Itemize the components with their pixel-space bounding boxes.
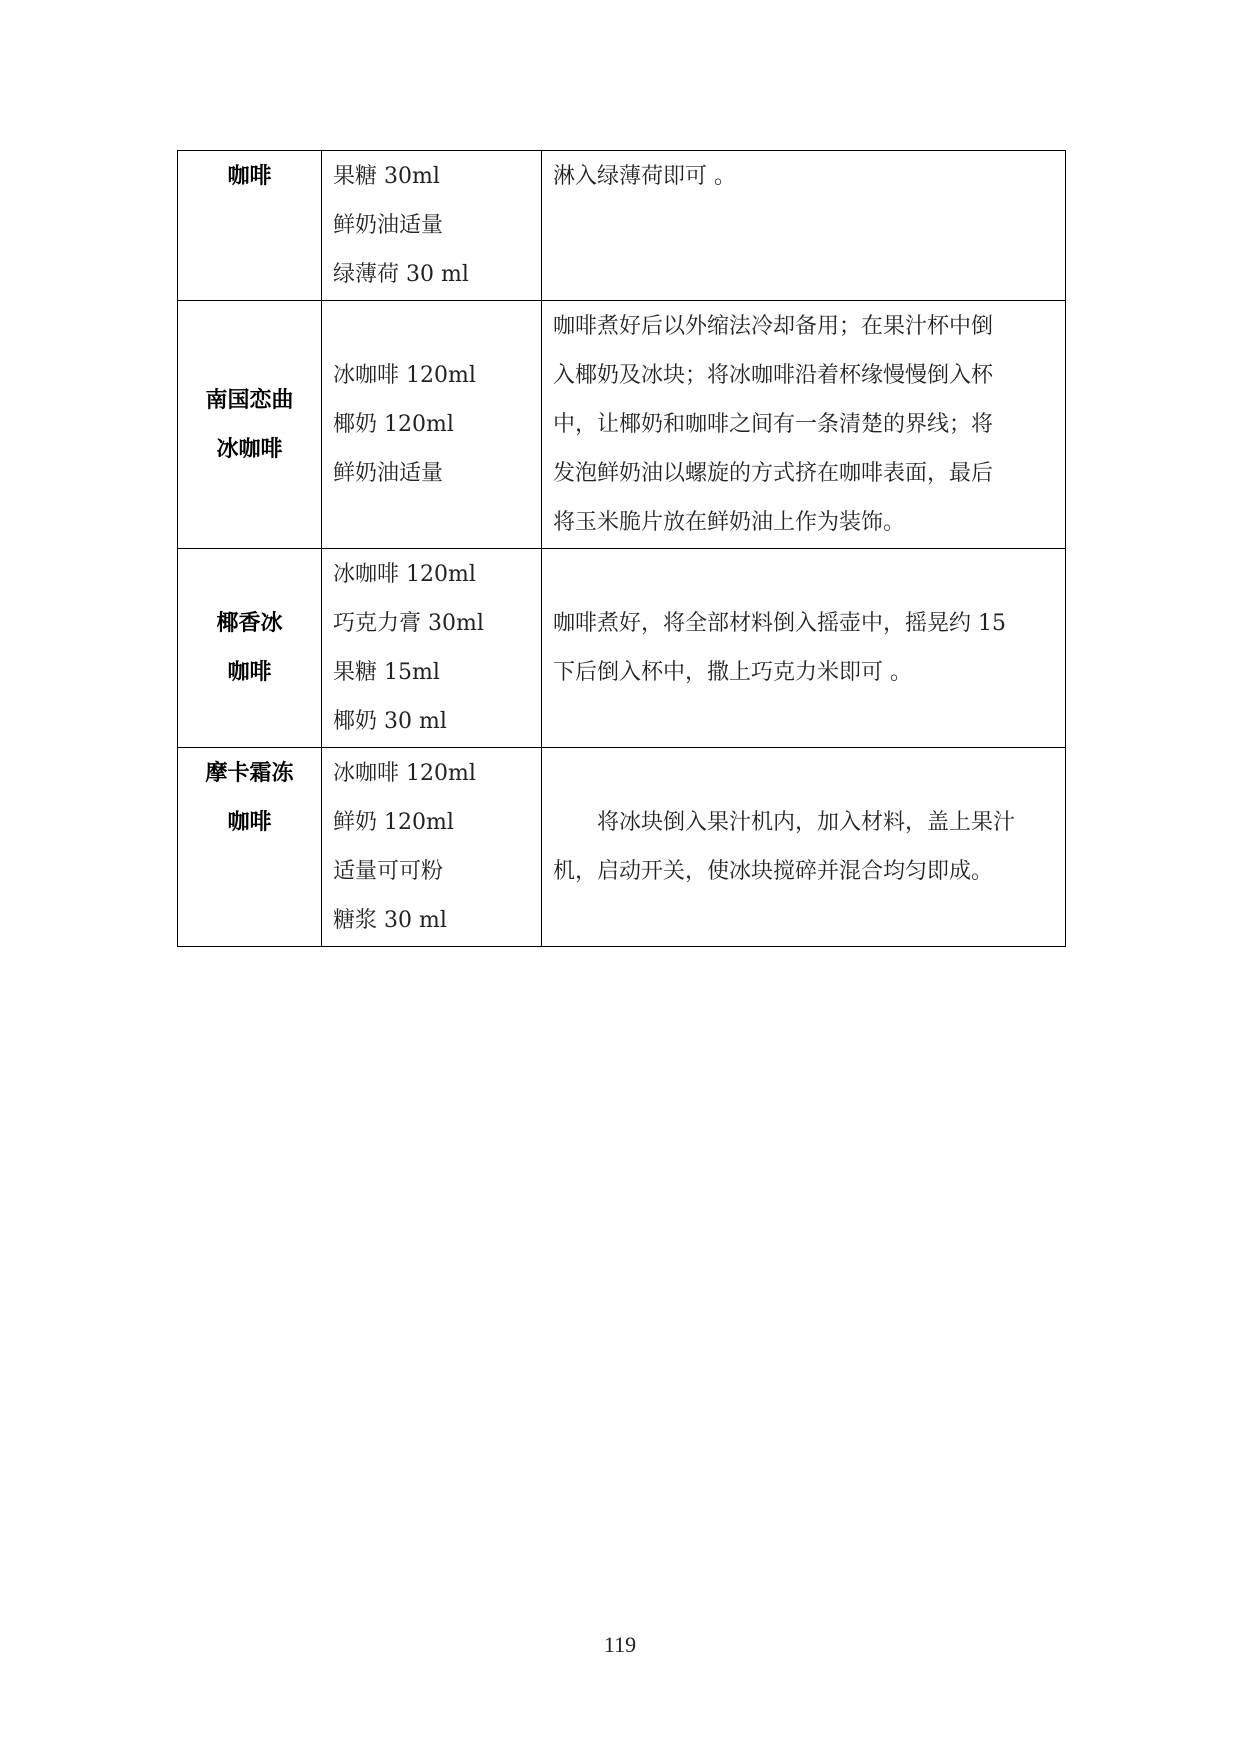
drink-name: 冰咖啡: [216, 435, 283, 462]
drink-name: 咖啡: [227, 809, 272, 835]
ingredient: 冰咖啡 120ml: [333, 363, 476, 388]
ingredient: 糖浆 30 ml: [333, 908, 447, 933]
method-text: 入椰奶及冰块；将冰咖啡沿着杯缘慢慢倒入杯: [553, 363, 994, 388]
drink-name: 椰香冰: [216, 610, 283, 636]
method-text: 发泡鲜奶油以螺旋的方式挤在咖啡表面，最后: [553, 461, 994, 486]
method-text: 将冰块倒入果汁机内，加入材料，盖上果汁: [597, 810, 1016, 835]
ingredient: 冰咖啡 120ml: [333, 562, 476, 587]
drink-name-cell: [178, 549, 322, 748]
method-cell: [542, 549, 1066, 748]
ingredient: 绿薄荷 30 ml: [333, 262, 469, 287]
ingredients-cell: [322, 549, 542, 748]
recipe-table: [177, 150, 1066, 947]
drink-name: 咖啡: [227, 659, 272, 685]
drink-name: 南国恋曲: [205, 386, 294, 413]
ingredient: 椰奶 30 ml: [333, 709, 447, 734]
table-row: [178, 301, 1066, 549]
ingredient: 鲜奶油适量: [333, 461, 444, 486]
drink-name-cell: [178, 748, 322, 947]
method-cell: [542, 151, 1066, 301]
page-number: 119: [603, 1632, 637, 1657]
ingredients-cell: [322, 151, 542, 301]
ingredients-cell: [322, 301, 542, 549]
method-text: 中，让椰奶和咖啡之间有一条清楚的界线；将: [553, 412, 994, 437]
ingredient: 鲜奶油适量: [333, 213, 444, 238]
drink-name: 咖啡: [227, 163, 272, 189]
table-row: [178, 151, 1066, 301]
ingredient: 椰奶 120ml: [333, 412, 454, 437]
ingredient: 冰咖啡 120ml: [333, 761, 476, 786]
drink-name: 摩卡霜冻: [205, 760, 294, 786]
method-cell: [542, 301, 1066, 549]
drink-name-cell: [178, 151, 322, 301]
ingredient: 果糖 30ml: [333, 164, 440, 189]
method-cell: [542, 748, 1066, 947]
ingredient: 鲜奶 120ml: [333, 810, 454, 835]
ingredient: 适量可可粉: [333, 859, 444, 884]
method-text: 下后倒入杯中，撒上巧克力米即可 。: [553, 660, 912, 685]
table-row: [178, 549, 1066, 748]
method-text: 机，启动开关，使冰块搅碎并混合均匀即成。: [553, 859, 994, 884]
ingredient: 巧克力膏 30ml: [333, 611, 484, 636]
ingredient: 果糖 15ml: [333, 660, 440, 685]
method-text: 淋入绿薄荷即可 。: [553, 164, 736, 189]
table-row: [178, 748, 1066, 947]
method-text: 咖啡煮好，将全部材料倒入摇壶中，摇晃约 15: [553, 611, 1006, 636]
ingredients-cell: [322, 748, 542, 947]
method-text: 将玉米脆片放在鲜奶油上作为装饰。: [553, 510, 906, 535]
method-text: 咖啡煮好后以外缩法冷却备用；在果汁杯中倒: [553, 314, 994, 339]
drink-name-cell: [178, 301, 322, 549]
